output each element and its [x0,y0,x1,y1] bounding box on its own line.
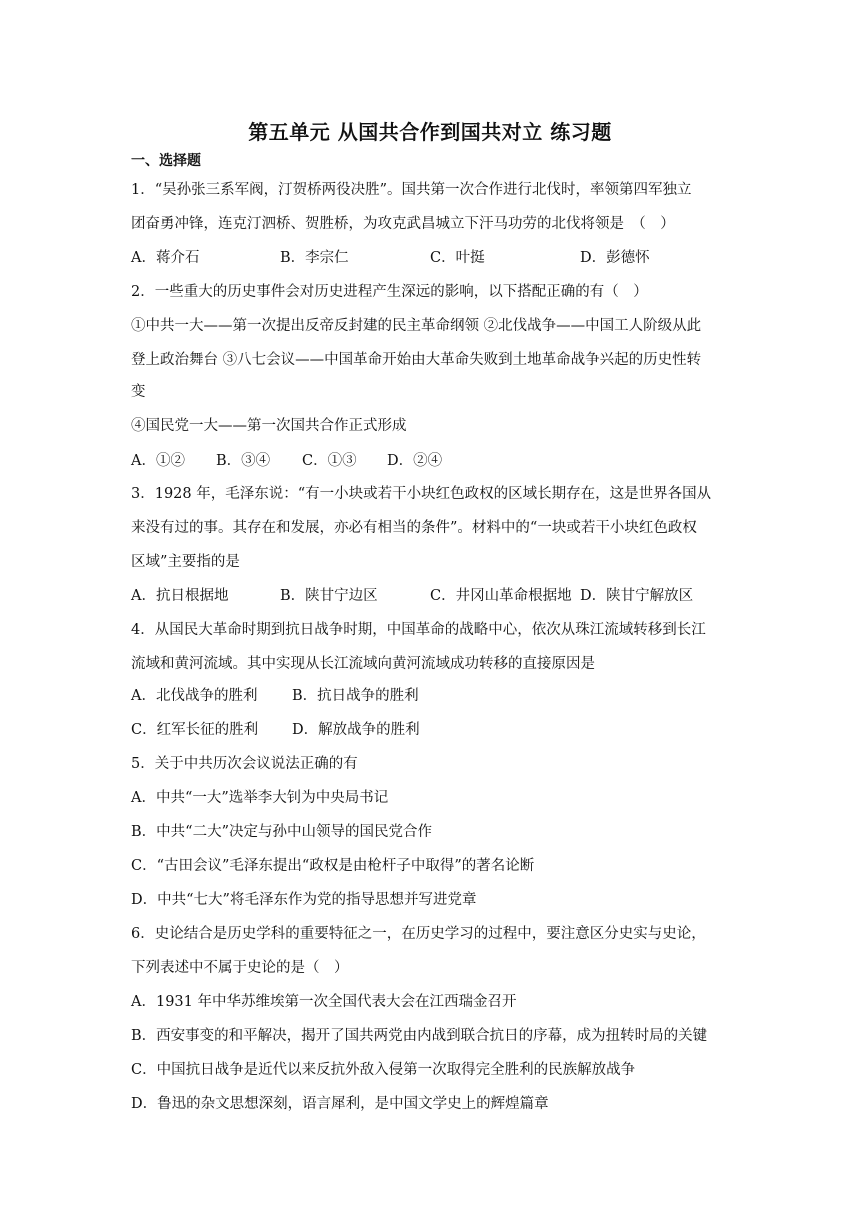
question-5-text: 5．关于中共历次会议说法正确的有 [131,756,358,772]
question-1-option-a: A．蒋介石 [131,250,200,266]
question-3-text: 3．1928 年，毛泽东说：“有一小块或若干小块红色政权的区域长期存在，这是世界各国从 [131,486,712,502]
question-3-option-c: C．井冈山革命根据地 [430,588,572,604]
question-4-option-d: D．解放战争的胜利 [292,722,420,738]
question-1-option-c: C．叶挺 [430,250,485,266]
question-4-option-a: A．北伐战争的胜利 [131,688,258,704]
question-5-option-b: B．中共“二大”决定与孙中山领导的国民党合作 [131,824,432,840]
question-4-text: 4．从国民大革命时期到抗日战争时期，中国革命的战略中心，依次从珠江流域转移到长江 [131,622,706,638]
question-2-text: 登上政治舞台 ③八七会议——中国革命开始由大革命失败到土地革命战争兴起的历史性转 [131,352,702,368]
question-1-option-d: D．彭德怀 [580,250,650,266]
question-3-option-a: A．抗日根据地 [131,588,229,604]
section-heading: 一、选择题 [131,153,201,169]
question-6-text: 下列表述中不属于史论的是（ ） [131,960,349,976]
question-2-option-c: C．①③ [302,453,357,469]
question-2-option-b: B．③④ [216,453,271,469]
question-4-option-b: B．抗日战争的胜利 [292,688,419,704]
question-6-option-d: D．鲁迅的杂文思想深刻，语言犀利，是中国文学史上的辉煌篇章 [131,1096,549,1112]
question-2-text: 2．一些重大的历史事件会对历史进程产生深远的影响，以下搭配正确的有（ ） [131,284,648,300]
question-6-option-c: C．中国抗日战争是近代以来反抗外敌入侵第一次取得完全胜利的民族解放战争 [131,1062,636,1078]
page-title: 第五单元 从国共合作到国共对立 练习题 [248,120,612,144]
question-1-text: 团奋勇冲锋，连克汀泗桥、贺胜桥，为攻克武昌城立下汗马功劳的北伐将领是 （ ） [131,216,675,232]
question-6-option-a: A．1931 年中华苏维埃第一次全国代表大会在江西瑞金召开 [131,994,517,1010]
question-4-text: 流域和黄河流域。其中实现从长江流域向黄河流域成功转移的直接原因是 [131,656,595,672]
question-5-option-c: C．“古田会议”毛泽东提出“政权是由枪杆子中取得”的著名论断 [131,858,535,874]
question-6-text: 6．史论结合是历史学科的重要特征之一，在历史学习的过程中，要注意区分史实与史论， [131,926,706,942]
question-2-text: ①中共一大——第一次提出反帝反封建的民主革命纲领 ②北伐战争——中国工人阶级从此 [131,318,702,334]
question-5-option-a: A．中共“一大”选举李大钊为中央局书记 [131,790,389,806]
question-3-option-b: B．陕甘宁边区 [280,588,378,604]
question-5-option-d: D．中共“七大”将毛泽东作为党的指导思想并写进党章 [131,892,477,908]
question-1-text: 1．“吴孙张三系军阀，汀贺桥两役决胜”。国共第一次合作进行北伐时，率领第四军独立 [131,182,692,198]
question-2-text: ④国民党一大——第一次国共合作正式形成 [131,418,407,434]
question-6-option-b: B．西安事变的和平解决，揭开了国共两党由内战到联合抗日的序幕，成为扭转时局的关键 [131,1028,708,1044]
question-3-text: 来没有过的事。其存在和发展，亦必有相当的条件”。材料中的“一块或若干小块红色政权 [131,520,697,536]
question-2-text: 变 [131,384,146,400]
question-2-option-a: A．①② [131,453,185,469]
question-2-option-d: D．②④ [387,453,443,469]
question-4-option-c: C．红军长征的胜利 [131,722,259,738]
question-3-text: 区域”主要指的是 [131,554,240,570]
question-3-option-d: D．陕甘宁解放区 [580,588,694,604]
question-1-option-b: B．李宗仁 [280,250,349,266]
